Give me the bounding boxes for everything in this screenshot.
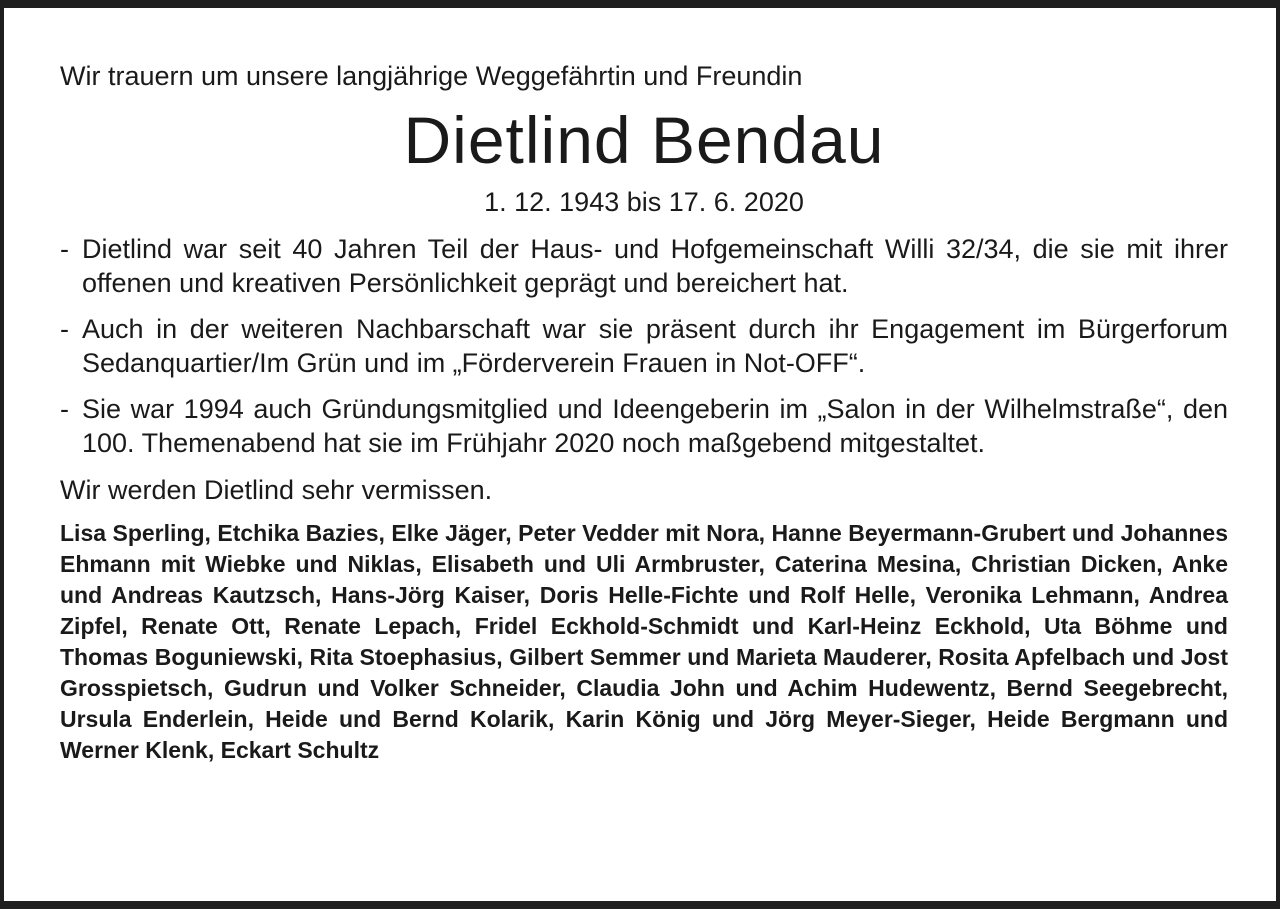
tribute-item <box>60 232 1228 300</box>
intro-text: Wir trauern um unsere langjährige Weggefährtin und Freundin <box>60 61 803 91</box>
closing-text: Wir werden Dietlind sehr vermissen. <box>60 475 493 505</box>
tribute-text: Auch in der weiteren Nachbarschaft war sie präsent durch ihr Engagement im Bürgerforum Sedanquartier/Im Grün und im „Förderverein Frauen in Not-OFF“. <box>82 314 1228 378</box>
signatories: Lisa Sperling, Etchika Bazies, Elke Jäger, Peter Vedder mit Nora, Hanne Beyermann-Grubert und Johannes Ehmann mit Wiebke und Niklas, Elisabeth und Uli Armbruster, Caterina Mesina, Christian Dicken, Anke und Andreas Kautzsch, Hans-Jörg Kaiser, Doris Helle-Fichte und Rolf Helle, Veronika Lehmann, Andrea Zipfel, Renate Ott, Renate Lepach, Fridel Eckhold-Schmidt und Karl-Heinz Eckhold, Uta Böhme und Thomas Boguniewski, Rita Stoephasius, Gilbert Semmer und Marieta Mauderer, Rosita Apfelbach und Jost Grosspietsch, Gudrun und Volker Schneider, Claudia John und Achim Hudewentz, Bernd Seegebrecht, Ursula Enderlein, Heide und Bernd Kolarik, Karin König und Jörg Meyer-Sieger, Heide Bergmann und Werner Klenk, Eckart Schultz <box>60 520 1228 763</box>
bullet-dash: - <box>60 394 69 424</box>
tribute-text: Dietlind war seit 40 Jahren Teil der Haus- und Hofgemeinschaft Willi 32/34, die sie mit ihrer offenen und kreativen Persönlichkeit geprägt und bereichert hat. <box>82 234 1228 298</box>
tribute-list <box>60 232 1228 460</box>
bullet-dash: - <box>60 314 69 344</box>
tribute-item <box>60 312 1228 380</box>
bullet-dash: - <box>60 234 69 264</box>
tribute-item <box>60 392 1228 460</box>
notice-content <box>60 58 1228 766</box>
deceased-name: Dietlind Bendau <box>403 103 885 177</box>
life-dates: 1. 12. 1943 bis 17. 6. 2020 <box>484 187 804 217</box>
tribute-text: Sie war 1994 auch Gründungsmitglied und Ideengeberin im „Salon in der Wilhelmstraße“, den 100. Themenabend hat sie im Frühjahr 2020 noch maßgebend mitgestaltet. <box>82 394 1228 458</box>
